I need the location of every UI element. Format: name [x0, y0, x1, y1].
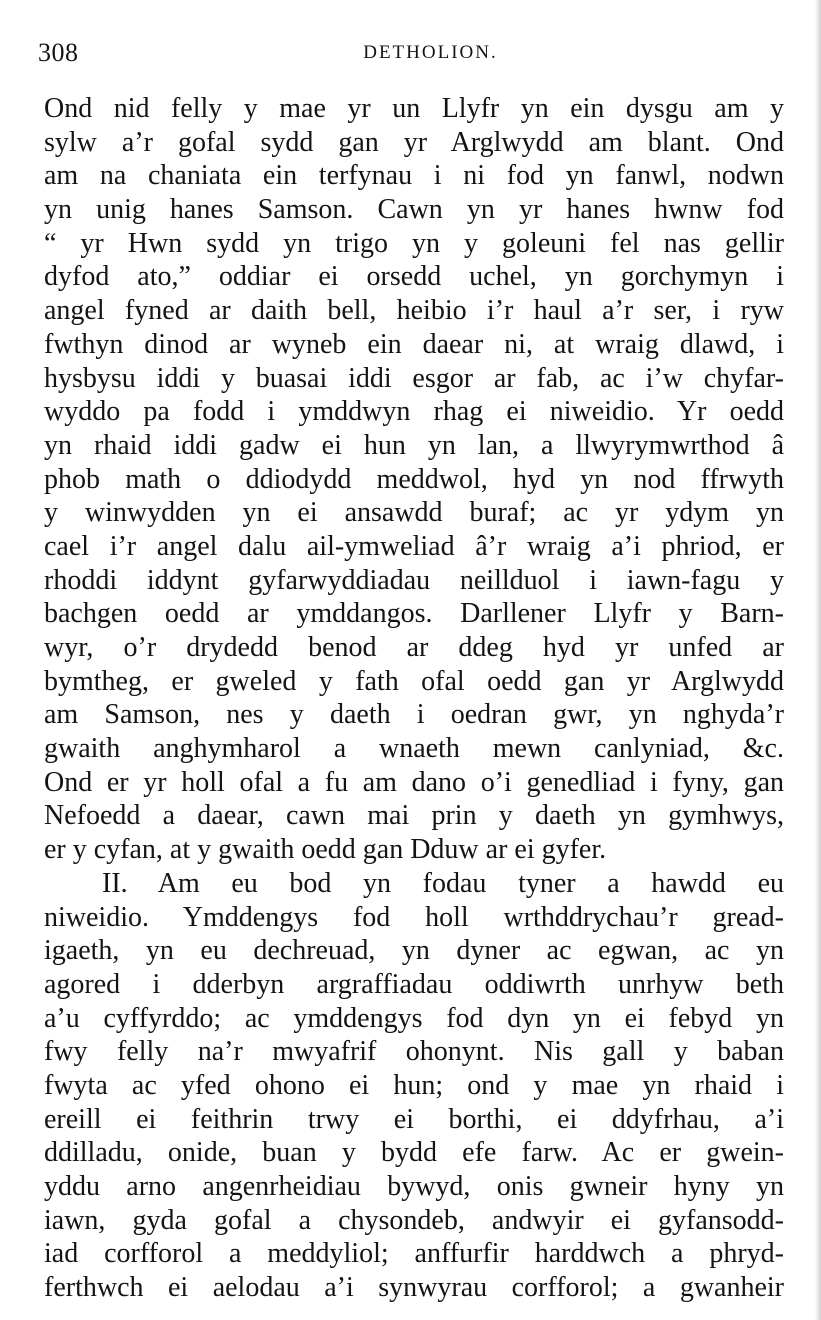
text-line: wyddo pa fodd i ymddwyn rhag ei niweidio. Yr oedd: [44, 396, 784, 428]
text-line: rhoddi iddynt gyfarwyddiadau neillduol i iawn-fagu y: [44, 564, 784, 596]
text-line: Ond nid felly y mae yr un Llyfr yn ein dysgu am y: [44, 93, 784, 124]
text-line: Ond er yr holl ofal a fu am dano o’i genedliad i fyny, gan: [44, 766, 784, 798]
text-line: y winwydden yn ei ansawdd buraf; ac yr ydym yn: [44, 497, 784, 529]
running-head: [38, 38, 783, 74]
text-line: fwy felly na’r mwyafrif ohonynt. Nis gall y baban: [44, 1036, 784, 1068]
text-line: ferthwch ei aelodau a’i synwyrau corfforol; a gwanheir: [44, 1272, 784, 1304]
text-line: yddu arno angenrheidiau bywyd, onis gwneir hyny yn: [44, 1171, 784, 1202]
text-line: iad corfforol a meddyliol; anffurfir harddwch a phryd-: [44, 1238, 784, 1270]
running-title: DETHOLION.: [363, 42, 498, 63]
text-line: dyfod ato,” oddiar ei orsedd uchel, yn gorchymyn i: [44, 261, 784, 293]
text-line: niweidio. Ymddengys fod holl wrthddrychau’r gread-: [44, 901, 784, 933]
text-line: angel fyned ar daith bell, heibio i’r haul a’r ser, i ryw: [44, 295, 784, 327]
text-line: wyr, o’r drydedd benod ar ddeg hyd yr unfed ar: [44, 632, 784, 663]
paragraph: [44, 92, 784, 867]
text-line: fwthyn dinod ar wyneb ein daear ni, at wraig dlawd, i: [44, 328, 784, 360]
text-line: gwaith anghymharol a wnaeth mewn canlyniad, &c.: [44, 733, 784, 765]
text-line: iawn, gyda gofal a chysondeb, andwyir ei gyfansodd-: [44, 1204, 784, 1236]
text-line: agored i dderbyn argraffiadau oddiwrth unrhyw beth: [44, 968, 784, 1000]
text-line: cael i’r angel dalu ail-ymweliad â’r wraig a’i phriod, er: [44, 530, 784, 562]
body-text: [44, 92, 784, 1305]
text-line: yn unig hanes Samson. Cawn yn yr hanes hwnw fod: [44, 194, 784, 226]
text-line: am na chaniata ein terfynau i ni fod yn fanwl, nodwn: [44, 160, 784, 192]
text-line: phob math o ddiodydd meddwol, hyd yn nod ffrwyth: [44, 463, 784, 495]
paragraph: [44, 867, 784, 1305]
text-line: am Samson, nes y daeth i oedran gwr, yn nghyda’r: [44, 699, 784, 731]
text-line: a’u cyffyrddo; ac ymddengys fod dyn yn ei febyd yn: [44, 1002, 784, 1034]
text-line: II. Am eu bod yn fodau tyner a hawdd eu: [102, 867, 784, 899]
text-line: Nefoedd a daear, cawn mai prin y daeth yn gymhwys,: [44, 800, 784, 832]
text-line: ddilladu, onide, buan y bydd efe farw. Ac er gwein-: [44, 1137, 784, 1169]
text-line: hysbysu iddi y buasai iddi esgor ar fab, ac i’w chyfar-: [44, 362, 784, 394]
page-number: 308: [38, 38, 79, 67]
text-line: bachgen oedd ar ymddangos. Darllener Llyfr y Barn-: [44, 598, 784, 630]
text-line: “ yr Hwn sydd yn trigo yn y goleuni fel nas gellir: [44, 227, 784, 259]
text-line: sylw a’r gofal sydd gan yr Arglwydd am blant. Ond: [44, 126, 784, 158]
text-line: ereill ei feithrin trwy ei borthi, ei ddyfrhau, a’i: [44, 1103, 784, 1135]
text-line: fwyta ac yfed ohono ei hun; ond y mae yn rhaid i: [44, 1069, 784, 1101]
page-edge-shadow: [815, 0, 821, 1320]
text-line: igaeth, yn eu dechreuad, yn dyner ac egwan, ac yn: [44, 935, 784, 967]
text-line: bymtheg, er gweled y fath ofal oedd gan yr Arglwydd: [44, 665, 784, 697]
text-line: yn rhaid iddi gadw ei hun yn lan, a llwyrymwrthod â: [44, 429, 784, 461]
text-line: er y cyfan, at y gwaith oedd gan Dduw ar ei gyfer.: [44, 834, 607, 866]
